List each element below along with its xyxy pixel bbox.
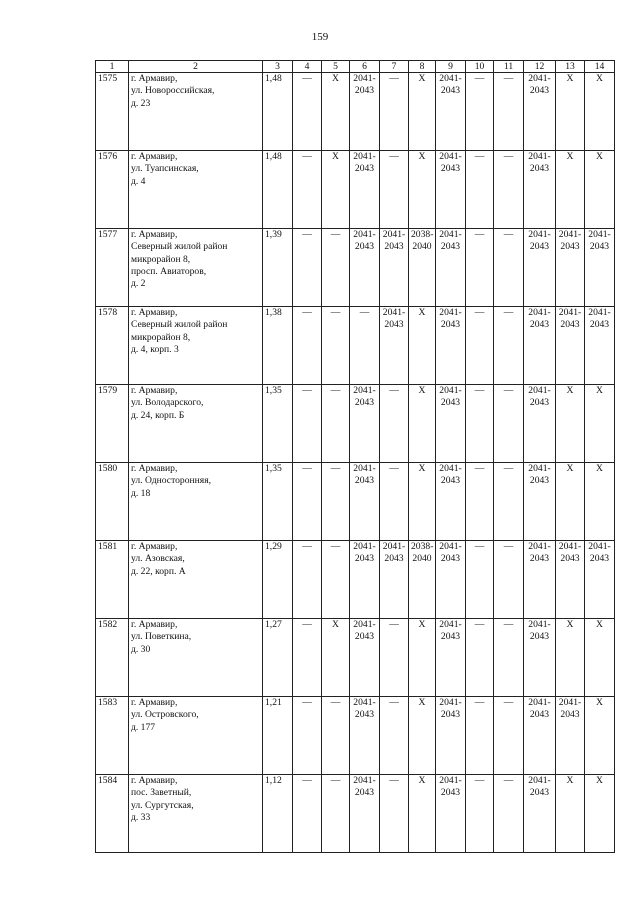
value-cell: 1,12 [263, 775, 293, 853]
cell-col-5: X [322, 151, 350, 229]
cell-line: 2041- [528, 541, 551, 552]
row-number: 1578 [96, 307, 129, 385]
cell-col-8: X [409, 151, 436, 229]
address-line: г. Армавир, [131, 73, 178, 84]
address-cell [129, 385, 263, 463]
cell-col-13: X [556, 151, 585, 229]
address-cell [129, 697, 263, 775]
cell-col-13 [556, 229, 585, 307]
cell-col-8: X [409, 619, 436, 697]
table-row [96, 619, 615, 697]
cell-line: 2041- [558, 229, 582, 240]
cell-line: 2041- [439, 775, 462, 786]
cell-line: 2043 [440, 163, 461, 175]
cell-line: 2041- [588, 541, 611, 552]
row-number: 1584 [96, 775, 129, 853]
address-line: пос. Заветный, [131, 787, 192, 799]
cell-col-14: X [585, 619, 615, 697]
cell-line: 2038- [411, 229, 434, 240]
cell-line: 2041- [382, 229, 406, 240]
cell-line: 2043 [560, 319, 580, 331]
cell-col-6 [350, 73, 380, 151]
cell-col-10: — [466, 463, 494, 541]
column-header-5: 5 [322, 61, 350, 73]
column-header-11: 11 [494, 61, 524, 73]
cell-col-5: — [322, 463, 350, 541]
address-line: ул. Туапсинская, [131, 163, 199, 175]
cell-line: 2041- [382, 307, 406, 318]
column-header-4: 4 [293, 61, 322, 73]
cell-line: 2041- [528, 697, 551, 708]
cell-line: 2043 [529, 787, 550, 799]
address-line: ул. Сургутская, [131, 799, 194, 811]
cell-line: 2040 [412, 553, 432, 565]
cell-line: 2043 [384, 553, 404, 565]
value-cell: 1,21 [263, 697, 293, 775]
value-cell: 1,39 [263, 229, 293, 307]
address-line: г. Армавир, [131, 307, 178, 318]
cell-line: 2041- [558, 541, 582, 552]
cell-line: 2043 [354, 163, 375, 175]
cell-line: 2041- [353, 229, 376, 240]
cell-line: 2043 [440, 319, 461, 331]
cell-line: 2041- [439, 541, 462, 552]
cell-line: 2043 [440, 553, 461, 565]
cell-col-13: X [556, 73, 585, 151]
cell-col-11: — [494, 73, 524, 151]
cell-line: 2043 [529, 475, 550, 487]
cell-col-6: — [350, 307, 380, 385]
address-cell [129, 541, 263, 619]
cell-col-12 [524, 697, 556, 775]
cell-col-11: — [494, 463, 524, 541]
cell-line: 2041- [439, 385, 462, 396]
column-header-8: 8 [409, 61, 436, 73]
cell-col-7 [380, 541, 409, 619]
address-line: д. 18 [131, 487, 151, 499]
cell-line: 2041- [528, 463, 551, 474]
address-line: д. 22, корп. А [131, 565, 186, 577]
address-line: ул. Односторонняя, [131, 475, 212, 487]
cell-col-13: X [556, 463, 585, 541]
address-line: микрорайон 8, [131, 253, 191, 265]
row-number: 1581 [96, 541, 129, 619]
address-cell [129, 151, 263, 229]
cell-line: 2043 [529, 319, 550, 331]
cell-col-7: — [380, 619, 409, 697]
cell-line: 2043 [440, 85, 461, 97]
cell-line: 2041- [439, 151, 462, 162]
cell-col-7: — [380, 73, 409, 151]
cell-line: 2043 [589, 319, 610, 331]
cell-line: 2041- [439, 463, 462, 474]
address-line: ул. Азовская, [131, 553, 185, 565]
cell-col-4: — [293, 619, 322, 697]
cell-line: 2043 [354, 475, 375, 487]
address-line: ул. Володарского, [131, 397, 204, 409]
cell-line: 2043 [529, 553, 550, 565]
row-number: 1580 [96, 463, 129, 541]
table-row [96, 151, 615, 229]
cell-line: 2041- [528, 775, 551, 786]
cell-col-8: X [409, 463, 436, 541]
header-row [96, 61, 615, 73]
cell-col-11: — [494, 385, 524, 463]
cell-line: 2043 [440, 709, 461, 721]
column-header-2: 2 [129, 61, 263, 73]
column-header-7: 7 [380, 61, 409, 73]
row-number: 1576 [96, 151, 129, 229]
cell-line: 2041- [353, 775, 376, 786]
cell-col-9 [436, 307, 466, 385]
cell-col-9 [436, 697, 466, 775]
address-line: просп. Авиаторов, [131, 265, 207, 277]
cell-col-7: — [380, 697, 409, 775]
cell-col-14 [585, 229, 615, 307]
cell-col-5: — [322, 229, 350, 307]
address-line: г. Армавир, [131, 385, 178, 396]
address-line: д. 33 [131, 811, 151, 823]
cell-line: 2043 [354, 553, 375, 565]
cell-col-14 [585, 307, 615, 385]
cell-col-8 [409, 541, 436, 619]
address-cell [129, 463, 263, 541]
address-cell [129, 619, 263, 697]
cell-col-12 [524, 541, 556, 619]
address-line: д. 23 [131, 97, 151, 109]
cell-line: 2043 [529, 85, 550, 97]
table-row [96, 541, 615, 619]
cell-line: 2043 [589, 241, 610, 253]
cell-col-12 [524, 463, 556, 541]
cell-line: 2041- [439, 73, 462, 84]
cell-col-13 [556, 541, 585, 619]
cell-line: 2041- [528, 73, 551, 84]
cell-col-6 [350, 775, 380, 853]
cell-col-10: — [466, 697, 494, 775]
column-header-13: 13 [556, 61, 585, 73]
cell-line: 2041- [528, 307, 551, 318]
cell-line: 2041- [588, 229, 611, 240]
cell-col-4: — [293, 697, 322, 775]
cell-col-9 [436, 541, 466, 619]
cell-line: 2043 [354, 787, 375, 799]
cell-col-11: — [494, 697, 524, 775]
cell-line: 2041- [558, 697, 582, 708]
cell-col-9 [436, 151, 466, 229]
table-body [96, 73, 615, 853]
cell-line: 2040 [412, 241, 432, 253]
cell-col-14: X [585, 151, 615, 229]
cell-col-5: — [322, 307, 350, 385]
address-line: г. Армавир, [131, 541, 178, 552]
address-line: ул. Поветкина, [131, 631, 192, 643]
cell-line: 2043 [560, 709, 580, 721]
table-row [96, 229, 615, 307]
cell-line: 2038- [411, 541, 434, 552]
cell-col-10: — [466, 385, 494, 463]
address-cell [129, 307, 263, 385]
address-line: д. 4 [131, 175, 146, 187]
cell-line: 2043 [354, 709, 375, 721]
column-header-12: 12 [524, 61, 556, 73]
cell-col-11: — [494, 541, 524, 619]
housing-registry-table [95, 60, 615, 853]
cell-col-12 [524, 619, 556, 697]
address-line: ул. Островского, [131, 709, 199, 721]
address-line: д. 30 [131, 643, 151, 655]
row-number: 1577 [96, 229, 129, 307]
cell-col-10: — [466, 229, 494, 307]
address-line: Северный жилой район [131, 241, 228, 253]
row-number: 1579 [96, 385, 129, 463]
value-cell: 1,27 [263, 619, 293, 697]
cell-line: 2043 [354, 241, 375, 253]
cell-line: 2043 [440, 397, 461, 409]
cell-line: 2041- [353, 463, 376, 474]
cell-col-6 [350, 619, 380, 697]
cell-line: 2043 [529, 397, 550, 409]
cell-col-13: X [556, 385, 585, 463]
page-number: 159 [311, 31, 329, 43]
cell-col-14: X [585, 385, 615, 463]
cell-col-7: — [380, 775, 409, 853]
cell-line: 2041- [528, 385, 551, 396]
column-header-6: 6 [350, 61, 380, 73]
cell-col-8: X [409, 73, 436, 151]
cell-line: 2041- [439, 229, 462, 240]
cell-col-8: X [409, 307, 436, 385]
cell-line: 2043 [384, 319, 404, 331]
cell-col-7: — [380, 385, 409, 463]
cell-col-7: — [380, 151, 409, 229]
cell-col-14: X [585, 775, 615, 853]
table-row [96, 73, 615, 151]
cell-col-12 [524, 385, 556, 463]
table-row [96, 385, 615, 463]
address-line: г. Армавир, [131, 151, 178, 162]
address-line: г. Армавир, [131, 463, 178, 474]
address-cell [129, 229, 263, 307]
cell-line: 2043 [440, 241, 461, 253]
cell-col-5: — [322, 775, 350, 853]
cell-col-4: — [293, 151, 322, 229]
cell-col-11: — [494, 619, 524, 697]
value-cell: 1,48 [263, 151, 293, 229]
address-line: г. Армавир, [131, 229, 178, 240]
row-number: 1582 [96, 619, 129, 697]
address-line: микрорайон 8, [131, 331, 191, 343]
cell-line: 2041- [528, 229, 551, 240]
value-cell: 1,35 [263, 463, 293, 541]
cell-line: 2041- [353, 541, 376, 552]
cell-col-4: — [293, 229, 322, 307]
cell-col-7 [380, 229, 409, 307]
value-cell: 1,38 [263, 307, 293, 385]
table-row [96, 697, 615, 775]
cell-col-4: — [293, 385, 322, 463]
cell-col-14 [585, 541, 615, 619]
cell-col-10: — [466, 775, 494, 853]
cell-line: 2041- [439, 697, 462, 708]
cell-col-14: X [585, 73, 615, 151]
cell-col-8 [409, 229, 436, 307]
cell-col-4: — [293, 541, 322, 619]
cell-col-9 [436, 775, 466, 853]
cell-line: 2041- [382, 541, 406, 552]
cell-col-9 [436, 463, 466, 541]
cell-line: 2043 [440, 475, 461, 487]
column-header-3: 3 [263, 61, 293, 73]
cell-line: 2043 [560, 553, 580, 565]
cell-col-13 [556, 697, 585, 775]
cell-line: 2041- [528, 151, 551, 162]
cell-col-5: — [322, 385, 350, 463]
table-row [96, 307, 615, 385]
cell-col-5: — [322, 541, 350, 619]
cell-line: 2041- [528, 619, 551, 630]
cell-col-4: — [293, 775, 322, 853]
address-cell [129, 73, 263, 151]
cell-col-12 [524, 151, 556, 229]
address-line: г. Армавир, [131, 775, 178, 786]
cell-col-12 [524, 775, 556, 853]
cell-col-9 [436, 619, 466, 697]
cell-col-13 [556, 307, 585, 385]
cell-col-10: — [466, 151, 494, 229]
cell-col-7: — [380, 463, 409, 541]
column-header-10: 10 [466, 61, 494, 73]
cell-col-6 [350, 697, 380, 775]
cell-line: 2041- [353, 151, 376, 162]
cell-line: 2043 [529, 163, 550, 175]
cell-line: 2041- [353, 697, 376, 708]
cell-line: 2041- [558, 307, 582, 318]
cell-line: 2043 [560, 241, 580, 253]
address-line: г. Армавир, [131, 619, 178, 630]
cell-col-6 [350, 463, 380, 541]
address-line: ул. Новороссийская, [131, 85, 215, 97]
cell-col-4: — [293, 73, 322, 151]
address-line: д. 2 [131, 278, 146, 290]
value-cell: 1,48 [263, 73, 293, 151]
address-line: д. 177 [131, 721, 156, 733]
value-cell: 1,29 [263, 541, 293, 619]
cell-line: 2043 [354, 397, 375, 409]
cell-col-6 [350, 229, 380, 307]
address-cell [129, 775, 263, 853]
cell-line: 2043 [354, 85, 375, 97]
cell-col-10: — [466, 73, 494, 151]
cell-col-9 [436, 385, 466, 463]
cell-col-12 [524, 307, 556, 385]
cell-col-13: X [556, 775, 585, 853]
column-header-1: 1 [96, 61, 129, 73]
address-line: д. 24, корп. Б [131, 409, 185, 421]
cell-col-8: X [409, 385, 436, 463]
row-number: 1583 [96, 697, 129, 775]
cell-line: 2041- [588, 307, 611, 318]
address-line: Северный жилой район [131, 319, 228, 331]
cell-col-5: X [322, 73, 350, 151]
address-line: д. 4, корп. 3 [131, 343, 179, 355]
cell-col-11: — [494, 151, 524, 229]
cell-line: 2043 [529, 241, 550, 253]
cell-col-4: — [293, 463, 322, 541]
cell-line: 2043 [440, 631, 461, 643]
cell-line: 2043 [529, 709, 550, 721]
cell-col-13: X [556, 619, 585, 697]
cell-col-14: X [585, 697, 615, 775]
cell-col-10: — [466, 619, 494, 697]
cell-col-6 [350, 385, 380, 463]
cell-col-11: — [494, 307, 524, 385]
row-number: 1575 [96, 73, 129, 151]
cell-col-8: X [409, 775, 436, 853]
cell-col-11: — [494, 775, 524, 853]
cell-col-4: — [293, 307, 322, 385]
cell-col-11: — [494, 229, 524, 307]
value-cell: 1,35 [263, 385, 293, 463]
cell-col-12 [524, 73, 556, 151]
cell-col-6 [350, 541, 380, 619]
table-row [96, 463, 615, 541]
cell-col-9 [436, 229, 466, 307]
address-line: г. Армавир, [131, 697, 178, 708]
cell-line: 2043 [589, 553, 610, 565]
cell-col-9 [436, 73, 466, 151]
cell-col-5: X [322, 619, 350, 697]
cell-col-7 [380, 307, 409, 385]
cell-col-10: — [466, 307, 494, 385]
column-header-9: 9 [436, 61, 466, 73]
cell-col-12 [524, 229, 556, 307]
cell-line: 2041- [353, 385, 376, 396]
cell-col-5: — [322, 697, 350, 775]
cell-line: 2043 [440, 787, 461, 799]
cell-line: 2043 [384, 241, 404, 253]
cell-col-10: — [466, 541, 494, 619]
cell-col-8: X [409, 697, 436, 775]
cell-line: 2041- [353, 619, 376, 630]
cell-line: 2043 [354, 631, 375, 643]
cell-line: 2041- [439, 307, 462, 318]
cell-col-6 [350, 151, 380, 229]
cell-col-14: X [585, 463, 615, 541]
cell-line: 2041- [439, 619, 462, 630]
table-row [96, 775, 615, 853]
column-header-14: 14 [585, 61, 615, 73]
cell-line: 2041- [353, 73, 376, 84]
cell-line: 2043 [529, 631, 550, 643]
